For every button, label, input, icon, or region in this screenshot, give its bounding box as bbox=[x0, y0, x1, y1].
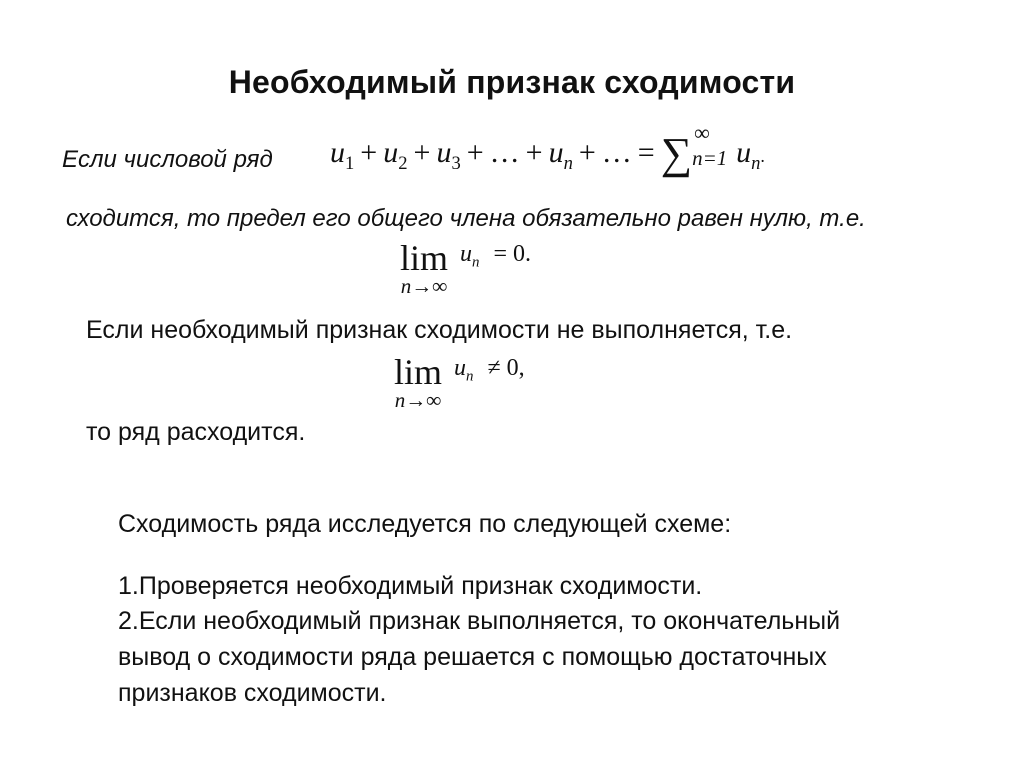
term-u3: $u_3$ bbox=[436, 136, 461, 175]
scheme-step-2-line-2: вывод о сходимости ряда решается с помощью достаточных bbox=[118, 643, 827, 671]
diverges-conclusion-text: то ряд расходится. bbox=[86, 418, 306, 446]
plus-sign: + bbox=[525, 136, 543, 169]
term-u1: $u_1$ bbox=[330, 136, 355, 175]
limit1-index: n bbox=[472, 254, 480, 271]
scheme-step-1: 1.Проверяется необходимый признак сходимости. bbox=[118, 572, 703, 600]
scheme-intro-text: Сходимость ряда исследуется по следующей схеме: bbox=[118, 510, 732, 538]
plus-sign: + bbox=[466, 136, 484, 169]
slide-title: Необходимый признак сходимости bbox=[228, 64, 796, 100]
lim-word: lim bbox=[393, 352, 442, 392]
plus-sign: + bbox=[413, 136, 431, 169]
limit2-index: n bbox=[466, 368, 474, 385]
limit1-operator bbox=[394, 240, 454, 297]
limit1-expression bbox=[460, 241, 531, 272]
limit1-relation: = 0. bbox=[493, 241, 531, 267]
limit2-operator bbox=[388, 354, 448, 411]
divergence-condition-text: Если необходимый признак сходимости не выполняется, т.е. bbox=[86, 316, 793, 344]
scheme-step-2-line-1: 2.Если необходимый признак выполняется, то окончательный bbox=[118, 607, 841, 635]
lim-subscript: n→∞ bbox=[400, 274, 448, 298]
limit2-term: u bbox=[454, 355, 466, 381]
formula-period: . bbox=[760, 146, 765, 166]
term-u2: $u_2$ bbox=[383, 136, 408, 175]
limit2-relation: ≠ 0, bbox=[487, 355, 525, 381]
limit1-term: u bbox=[460, 241, 472, 267]
sum-term-un: $u_n$ bbox=[736, 136, 761, 175]
limit2-expression bbox=[454, 355, 525, 386]
lim-word: lim bbox=[399, 238, 448, 278]
term-un: $u_n$ bbox=[548, 136, 573, 175]
sum-upper-limit: ∞ bbox=[694, 120, 710, 145]
plus-sign: + bbox=[360, 136, 378, 169]
plus-sign: + bbox=[578, 136, 596, 169]
equals-sign: = bbox=[637, 136, 655, 169]
ellipsis: … bbox=[601, 136, 632, 169]
sum-lower-limit: n=1 bbox=[692, 146, 728, 170]
convergence-condition-text: сходится, то предел его общего члена обязательно равен нулю, т.е. bbox=[66, 205, 866, 232]
ellipsis: … bbox=[489, 136, 520, 169]
sum-limits bbox=[692, 120, 736, 170]
sum-symbol: ∑ bbox=[660, 129, 693, 178]
series-intro-text: Если числовой ряд bbox=[62, 146, 273, 173]
lim-subscript: n→∞ bbox=[394, 388, 442, 412]
scheme-step-2-line-3: признаков сходимости. bbox=[118, 679, 387, 707]
series-formula bbox=[330, 120, 765, 178]
